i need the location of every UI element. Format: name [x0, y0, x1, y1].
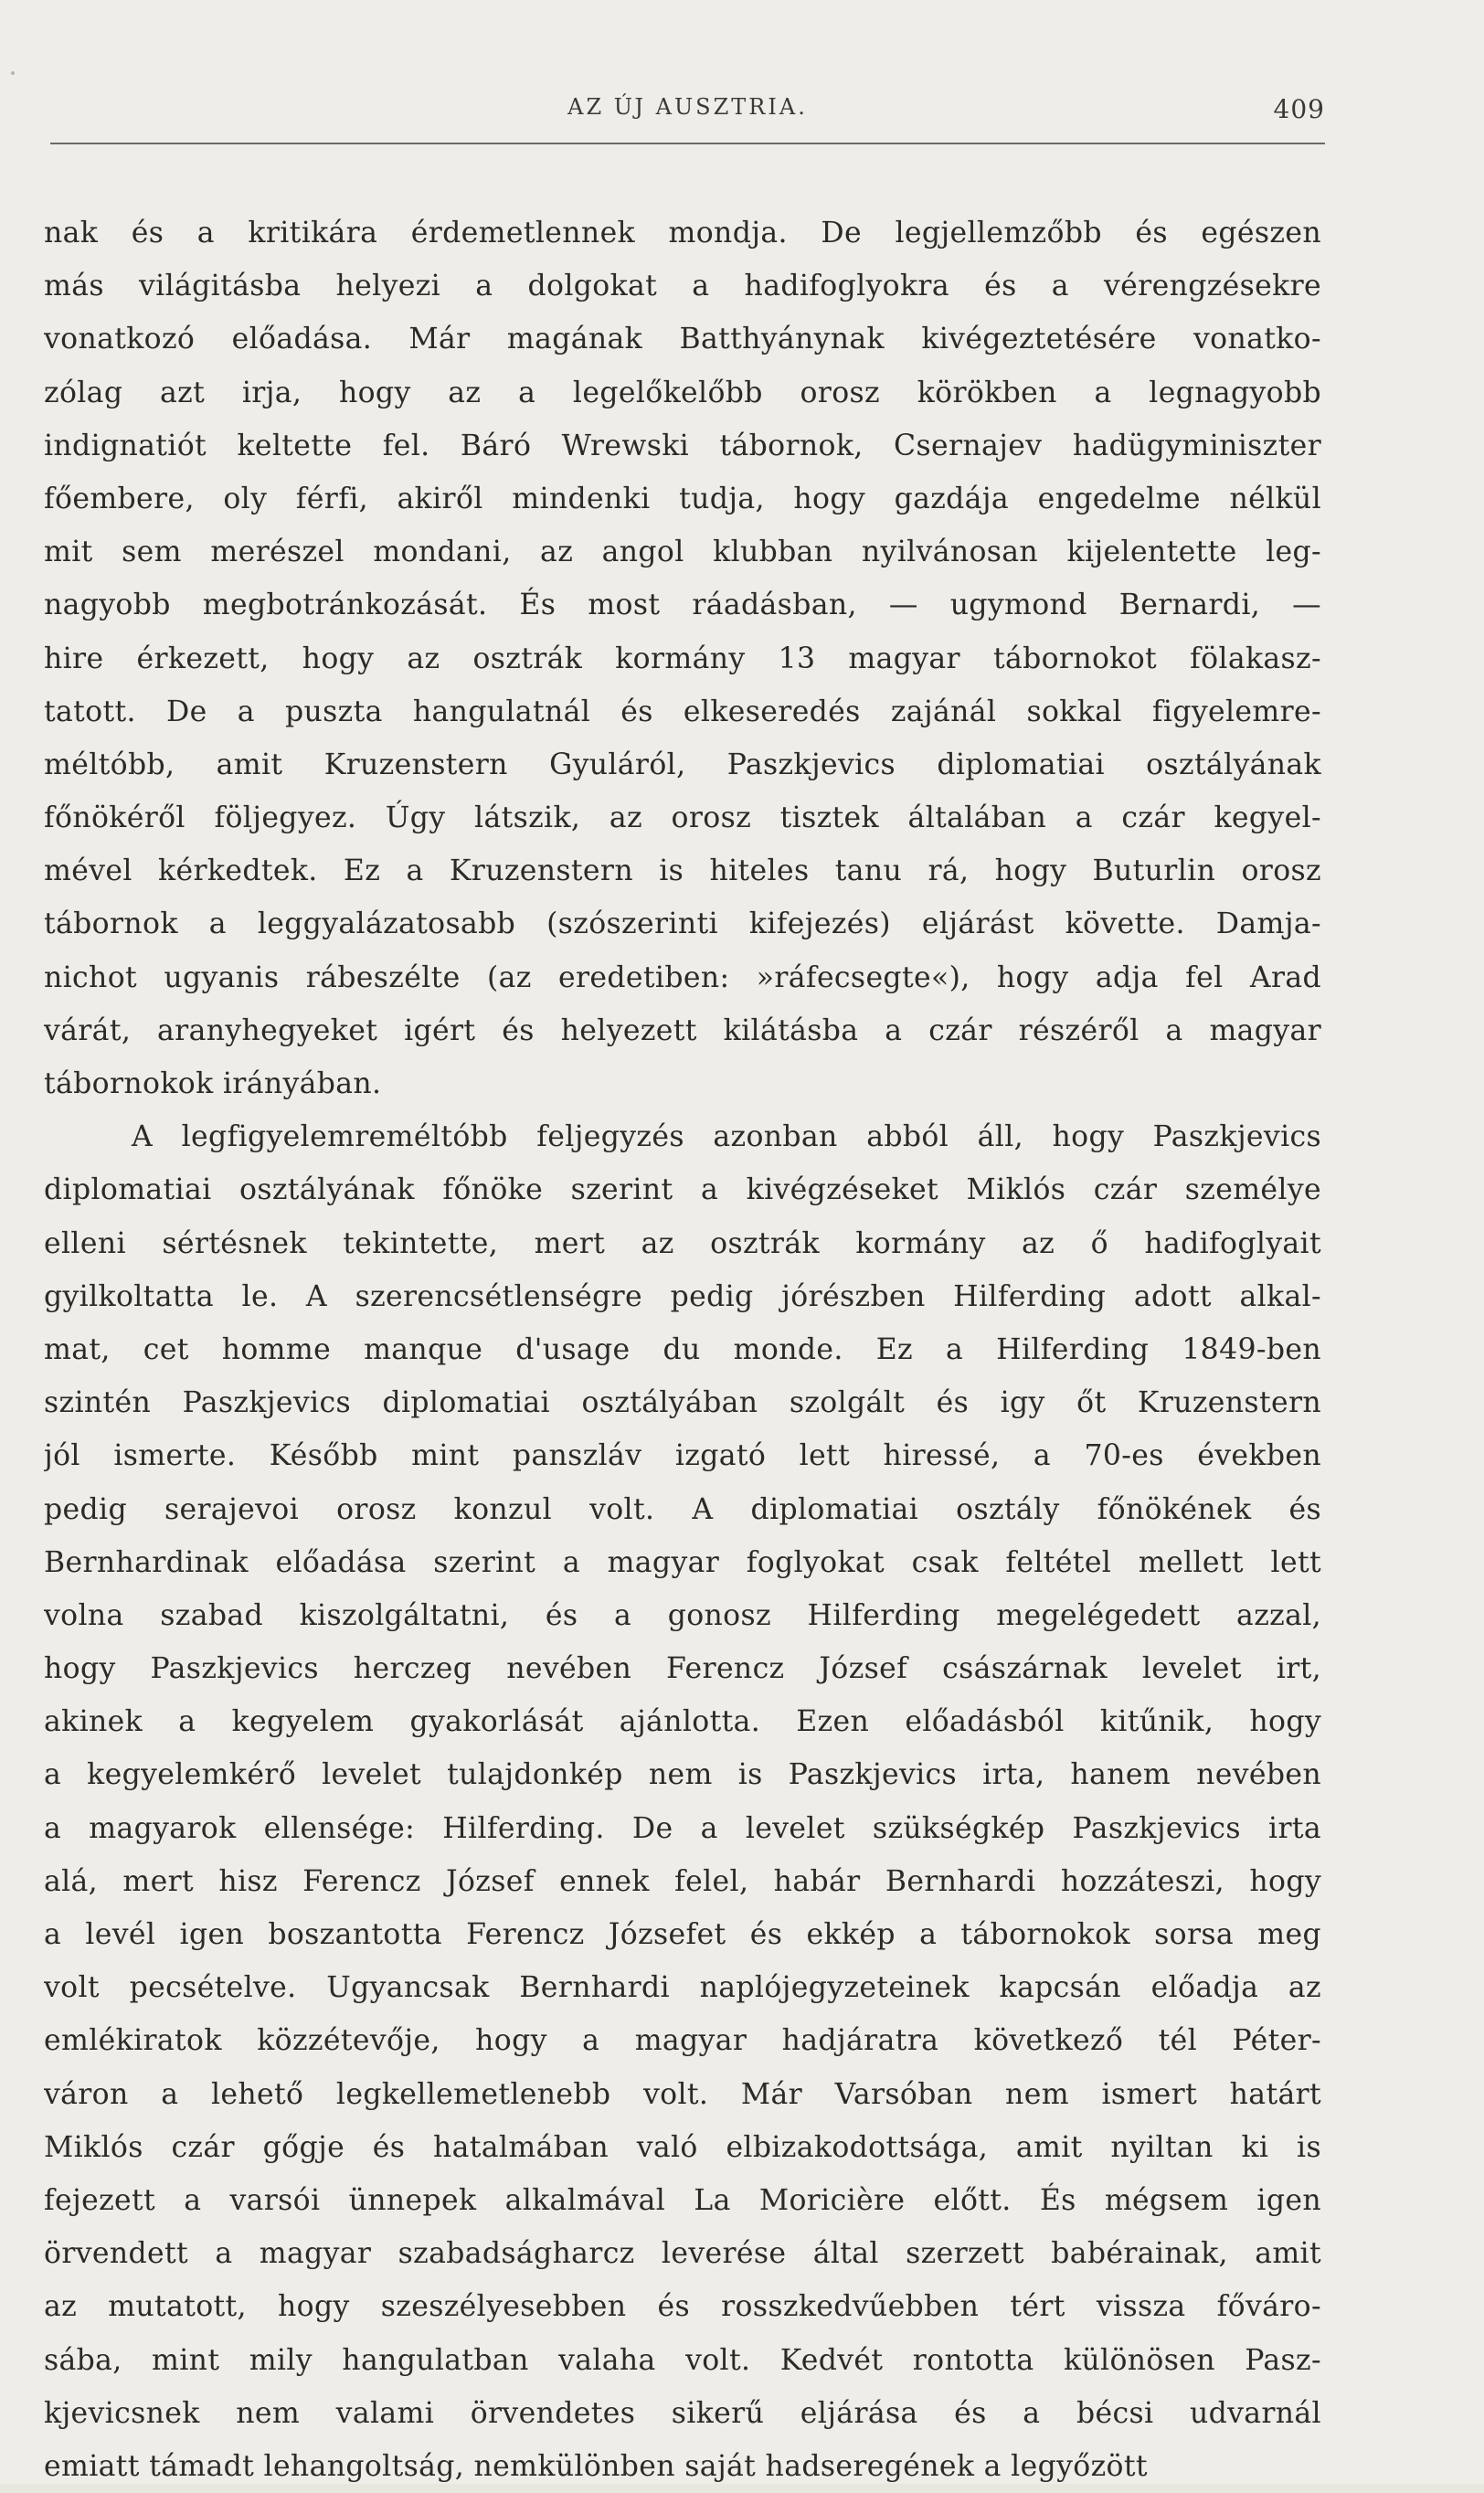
text-line: váron a lehető legkellemetlenebb volt. Már Varsóban nem ismert határt — [44, 2077, 1321, 2111]
text-line: az mutatott, hogy szeszélyesebben és rosszkedvűebben tért vissza főváro- — [44, 2290, 1321, 2324]
text-line: Miklós czár gőgje és hatalmában való elbizakodottsága, amit nyiltan ki is — [44, 2130, 1321, 2164]
text-line: indignatiót keltette fel. Báró Wrewski tábornok, Csernajev hadügyminiszter — [44, 429, 1321, 462]
text-line: sába, mint mily hangulatban valaha volt. Kedvét rontotta különösen Pasz- — [44, 2343, 1321, 2377]
text-line: méltóbb, amit Kruzenstern Gyuláról, Paszkjevics diplomatiai osztályának — [44, 748, 1321, 781]
text-line: tábornok a leggyalázatosabb (szószerinti kifejezés) eljárást követte. Damja- — [44, 907, 1321, 941]
text-line: szintén Paszkjevics diplomatiai osztályában szolgált és igy őt Kruzenstern — [44, 1386, 1321, 1420]
text-line: alá, mert hisz Ferencz József ennek felel, habár Bernhardi hozzáteszi, hogy — [44, 1864, 1321, 1898]
text-line: zólag azt irja, hogy az a legelőkelőbb orosz körökben a legnagyobb — [44, 376, 1321, 409]
text-line: tatott. De a puszta hangulatnál és elkeseredés zajánál sokkal figyelemre- — [44, 695, 1321, 728]
text-line: nichot ugyanis rábeszélte (az eredetiben: »ráfecsegte«), hogy adja fel Arad — [44, 960, 1321, 994]
text-line: mat, cet homme manque d'usage du monde. Ez a Hilferding 1849-ben — [44, 1332, 1321, 1366]
text-line: nagyobb megbotránkozását. És most ráadásban, — ugymond Bernardi, — — [44, 589, 1321, 622]
page-number: 409 — [1273, 94, 1325, 124]
text-line: a magyarok ellensége: Hilferding. De a levelet szükségkép Paszkjevics irta — [44, 1811, 1321, 1845]
paragraph — [44, 207, 1321, 1110]
paper-speck — [11, 71, 15, 75]
text-line: nak és a kritikára érdemetlennek mondja. De legjellemzőbb és egészen — [44, 217, 1321, 249]
text-line: vonatkozó előadása. Már magának Batthyánynak kivégeztetésére vonatko- — [44, 323, 1321, 356]
page-header — [50, 94, 1325, 149]
text-line: kjevicsnek nem valami örvendetes sikerű eljárása és a bécsi udvarnál — [44, 2396, 1321, 2430]
text-line: várát, aranyhegyeket igért és helyezett kilátásba a czár részéről a magyar — [44, 1013, 1321, 1047]
text-line: a levél igen boszantotta Ferencz Józsefet és ekkép a tábornokok sorsa meg — [44, 1918, 1321, 1951]
text-line: emiatt támadt lehangoltság, nemkülönben saját hadseregének a legyőzött — [44, 2449, 1148, 2483]
text-line: emlékiratok közzétevője, hogy a magyar hadjáratra következő tél Péter- — [44, 2024, 1321, 2058]
text-line: tábornokok irányában. — [44, 1067, 382, 1100]
text-line: hire érkezett, hogy az osztrák kormány 13 magyar tábornokot fölakasz- — [44, 642, 1321, 675]
text-line: akinek a kegyelem gyakorlását ajánlotta. Ezen előadásból kitűnik, hogy — [44, 1705, 1321, 1739]
text-line: mével kérkedtek. Ez a Kruzenstern is hiteles tanu rá, hogy Buturlin orosz — [44, 854, 1321, 888]
text-line: főnökéről följegyez. Úgy látszik, az orosz tisztek általában a czár kegyel- — [44, 801, 1321, 835]
text-line: diplomatiai osztályának főnöke szerint a kivégzéseket Miklós czár személye — [44, 1173, 1321, 1207]
text-line: hogy Paszkjevics herczeg nevében Ferencz József császárnak levelet irt, — [44, 1652, 1321, 1686]
text-line: mit sem merészel mondani, az angol klubban nyilvánosan kijelentette leg- — [44, 536, 1321, 569]
header-rule — [50, 143, 1325, 144]
text-line: főembere, oly férfi, akiről mindenki tudja, hogy gazdája engedelme nélkül — [44, 482, 1321, 515]
text-line: volt pecsételve. Ugyancsak Bernhardi naplójegyzeteinek kapcsán előadja az — [44, 1971, 1321, 2005]
text-line: pedig serajevoi orosz konzul volt. A diplomatiai osztály főnökének és — [44, 1492, 1321, 1526]
text-line: fejezett a varsói ünnepek alkalmával La Moricière előtt. És mégsem igen — [44, 2183, 1321, 2217]
text-line: gyilkoltatta le. A szerencsétlenségre pedig jórészben Hilferding adott alkal- — [44, 1279, 1321, 1313]
text-line: jól ismerte. Később mint panszláv izgató lett hiressé, a 70-es években — [44, 1439, 1321, 1473]
text-line: örvendett a magyar szabadságharcz leverése által szerzett babérainak, amit — [44, 2237, 1321, 2271]
text-line: Bernhardinak előadása szerint a magyar foglyokat csak feltétel mellett lett — [44, 1545, 1321, 1579]
body-text — [44, 207, 1321, 2493]
text-line: a kegyelemkérő levelet tulajdonkép nem is Paszkjevics irta, hanem nevében — [44, 1758, 1321, 1792]
running-title: AZ ÚJ AUSZTRIA. — [567, 94, 808, 120]
text-line: elleni sértésnek tekintette, mert az osztrák kormány az ő hadifoglyait — [44, 1226, 1321, 1260]
paragraph — [44, 1110, 1321, 2493]
text-line: A legfigyelemreméltóbb feljegyzés azonban abból áll, hogy Paszkjevics — [132, 1120, 1321, 1154]
text-line: más világitásba helyezi a dolgokat a hadifoglyokra és a vérengzésekre — [44, 270, 1321, 303]
text-line: volna szabad kiszolgáltatni, és a gonosz Hilferding megelégedett azzal, — [44, 1598, 1321, 1632]
